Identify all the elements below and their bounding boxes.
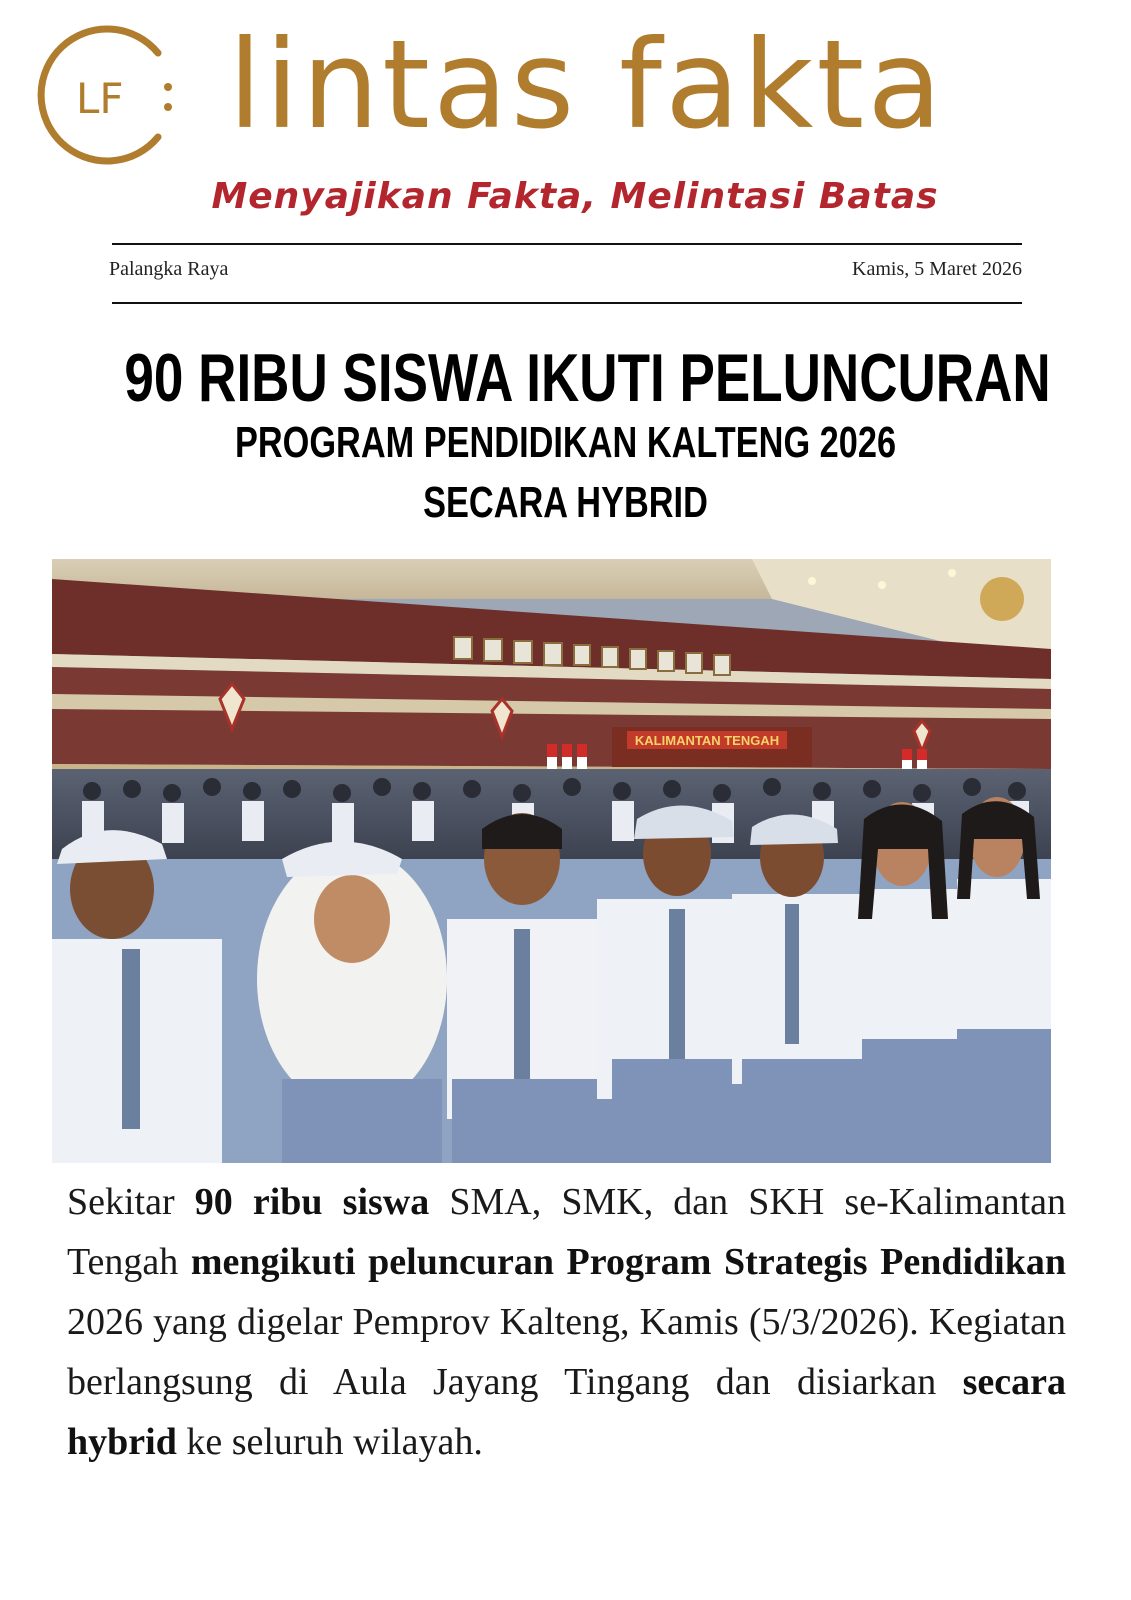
brand-name: lintas fakta [228,14,946,156]
article-text-4: ke seluruh wilayah. [176,1421,483,1463]
article-bold-2: mengikuti peluncuran Program Strategis Pendidikan [190,1241,1066,1283]
divider-bottom [112,302,1022,304]
headline-sub: PROGRAM PENDIDIKAN KALTENG 2026 [234,418,897,467]
lintas-fakta-logo-icon [30,15,190,175]
headline-sub-2: SECARA HYBRID [423,478,708,527]
svg-text:LF: LF [76,74,124,123]
students-in-hall-image [52,559,1051,1163]
news-photo [52,559,1051,1163]
article-bold-3: secara hybrid [67,1361,1066,1463]
dateline-date: Kamis, 5 Maret 2026 [852,258,1022,280]
article-text-3: 2026 yang digelar Pemprov Kalteng, Kamis (5/3/2026). Kegiatan berlangsung di Aula Jayang Tingang dan disiarkan [67,1301,1066,1403]
article-bold-1: 90 ribu siswa [194,1181,430,1223]
tagline: Menyajikan Fakta, Melintasi Batas [211,176,939,217]
headline-main: 90 RIBU SISWA IKUTI PELUNCURAN [124,340,1051,416]
article-text-1: Sekitar [67,1181,195,1223]
divider-top [112,243,1022,245]
stage-banner: KALIMANTAN TENGAH [634,733,780,748]
dateline-location: Palangka Raya [109,258,229,280]
article-body [67,1172,1066,1472]
article-text-2: SMA, SMK, dan SKH se-Kalimantan Tengah [67,1181,1066,1283]
